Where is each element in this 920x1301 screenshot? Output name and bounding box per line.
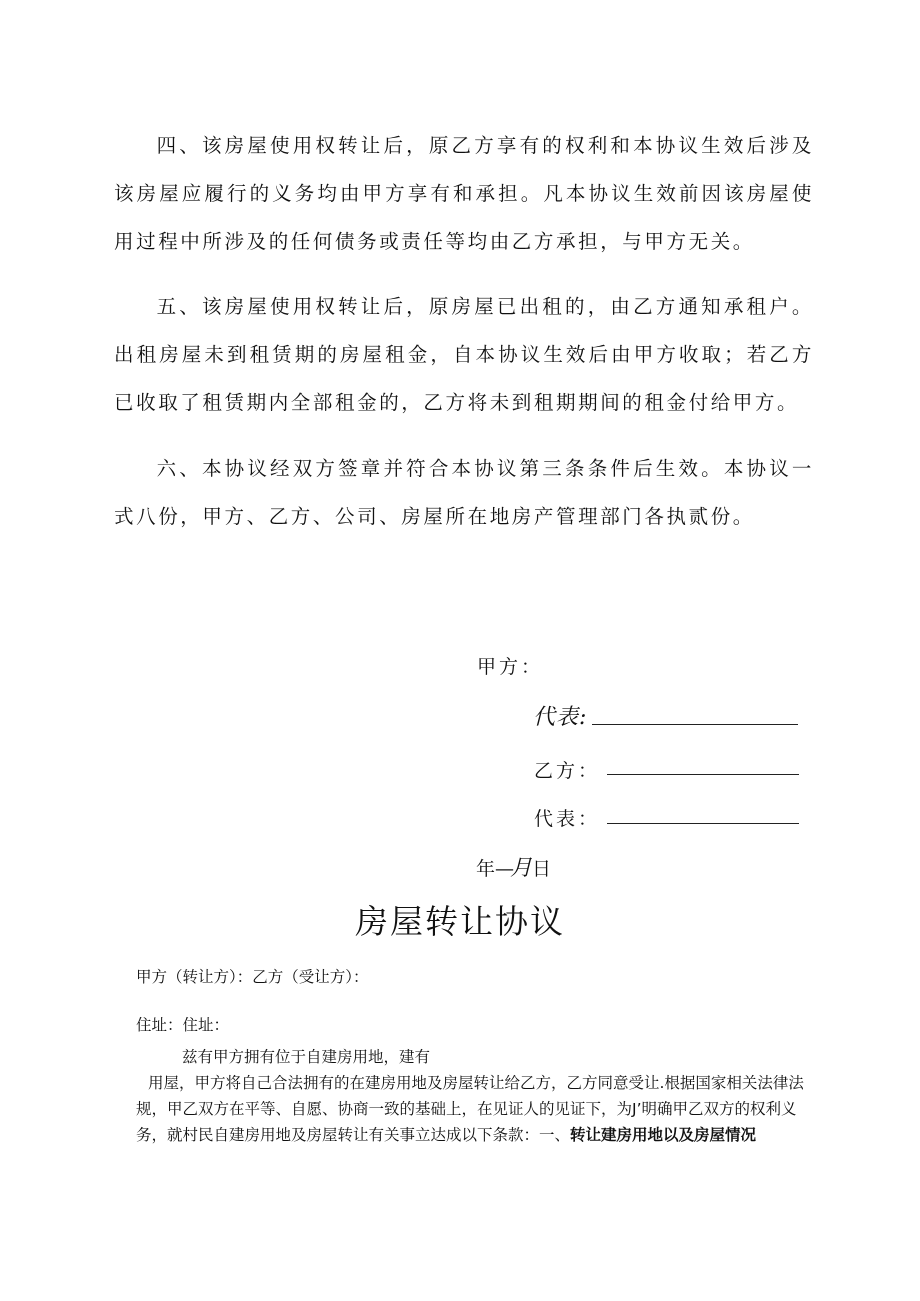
parties-line: 甲方（转让方）：乙方（受让方）： xyxy=(136,968,369,986)
representative-label: 代表： xyxy=(534,808,601,830)
party-a-label: 甲方： xyxy=(477,656,544,678)
clause-4 xyxy=(114,122,814,266)
date-month: 月 xyxy=(510,856,533,881)
date-day: 日 xyxy=(532,858,552,880)
party-b-label: 乙方： xyxy=(534,760,601,782)
representative-italic-label: 代表: xyxy=(533,705,588,730)
clause-5 xyxy=(114,283,814,427)
party-b-signature-line xyxy=(607,774,799,775)
clause-4-text: 四、该房屋使用权转让后，原乙方享有的权利和本协议生效后涉及该房屋应履行的义务均由甲方享有和承担。凡本协议生效前因该房屋使用过程中所涉及的任何债务或责任等均由乙方承担，与甲方无关。 xyxy=(114,134,814,253)
document-title: 房屋转让协议 xyxy=(355,902,565,941)
intro-body xyxy=(136,1070,812,1148)
intro-first-line: 兹有甲方拥有位于自建房用地，建有 xyxy=(182,1048,431,1066)
date-line xyxy=(476,851,551,882)
date-dash: — xyxy=(495,858,511,880)
clause-6 xyxy=(114,445,814,541)
representative-signature-line xyxy=(592,724,798,725)
clause-6-text: 六、本协议经双方签章并符合本协议第三条条件后生效。本协议一式八份，甲方、乙方、公司、房屋所在地房产管理部门各执贰份。 xyxy=(114,457,814,528)
date-year: 年 xyxy=(476,858,496,880)
clause-5-text: 五、该房屋使用权转让后，原房屋已出租的，由乙方通知承租户。出租房屋未到租赁期的房屋租金，自本协议生效后由甲方收取；若乙方已收取了租赁期内全部租金的，乙方将未到租期期间的租金付给甲方。 xyxy=(114,295,814,414)
intro-body-text: 用屋，甲方将自己合法拥有的在建房用地及房屋转让给乙方，乙方同意受让.根据国家相关法律法规，甲乙双方在平等、自愿、协商一致的基础上，在见证人的见证下，为J’明确甲乙双方的权利义务，就村民自建房用地及房屋转让有关事立达成以下条款：一、 xyxy=(136,1074,804,1144)
address-line: 住址：住址： xyxy=(136,1016,230,1034)
intro-bold-heading: 转让建房用地以及房屋情况 xyxy=(570,1126,757,1144)
representative-b-signature-line xyxy=(607,823,799,824)
